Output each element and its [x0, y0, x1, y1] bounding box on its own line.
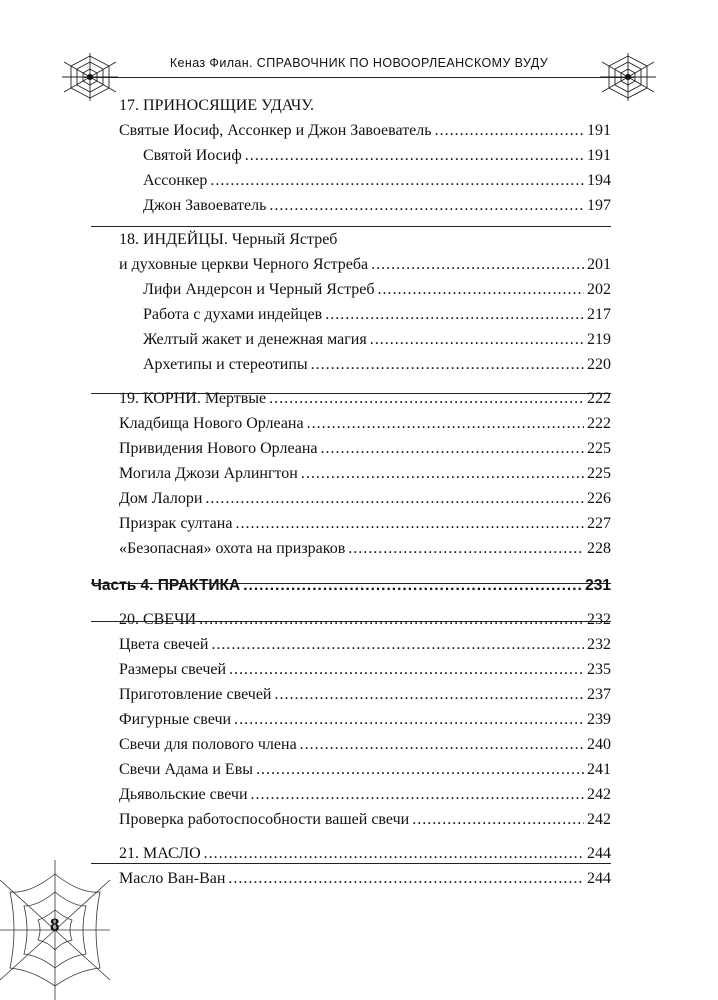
toc-entry: Дом Лалори ..... 226 [91, 486, 611, 511]
section-divider [91, 621, 611, 622]
toc-entry: Желтый жакет и денежная магия ..... 219 [91, 327, 611, 352]
toc-entry-section-20: 20. СВЕЧИ ..... 232 [91, 607, 611, 632]
toc-entry: Масло Ван-Ван ..... 244 [91, 866, 611, 891]
toc-entry: Свечи Адама и Евы ..... 241 [91, 757, 611, 782]
toc-entry: Ассонкер ..... 194 [91, 168, 611, 193]
section-divider [91, 863, 611, 864]
toc-part-4: Часть 4. ПРАКТИКА ..... 231 [91, 573, 611, 598]
toc-entry: «Безопасная» охота на призраков ..... 228 [91, 536, 611, 561]
toc-entry-section-21: 21. МАСЛО ..... 244 [91, 841, 611, 866]
toc-entry: Святой Иосиф ..... 191 [91, 143, 611, 168]
toc-entry: Размеры свечей ..... 235 [91, 657, 611, 682]
toc-entry: Проверка работоспособности вашей свечи ..... 242 [91, 807, 611, 832]
toc-entry: Могила Джози Арлингтон ..... 225 [91, 461, 611, 486]
section-17-heading: 17. ПРИНОСЯЩИЕ УДАЧУ. [119, 97, 314, 114]
section-divider [91, 583, 611, 584]
toc-entry: Архетипы и стереотипы ..... 220 [91, 352, 611, 377]
toc-entry: и духовные церкви Черного Ястреба ..... 201 [91, 252, 611, 277]
toc-entry: Кладбища Нового Орлеана ..... 222 [91, 411, 611, 436]
section-divider [91, 226, 611, 227]
section-18-heading: 18. ИНДЕЙЦЫ. Черный Ястреб [119, 231, 338, 248]
toc-entry: Святые Иосиф, Ассонкер и Джон Завоеватель ..... 191 [91, 118, 611, 143]
toc-entry: Призрак султана ..... 227 [91, 511, 611, 536]
toc-entry: Цвета свечей ..... 232 [91, 632, 611, 657]
table-of-contents [91, 93, 611, 891]
header-rule [84, 77, 634, 78]
toc-entry: Лифи Андерсон и Черный Ястреб ..... 202 [91, 277, 611, 302]
section-divider [91, 393, 611, 394]
toc-entry: Свечи для полового члена ..... 240 [91, 732, 611, 757]
toc-entry: Дьявольские свечи ..... 242 [91, 782, 611, 807]
toc-entry: Работа с духами индейцев ..... 217 [91, 302, 611, 327]
toc-entry: Привидения Нового Орлеана ..... 225 [91, 436, 611, 461]
running-title: Кеназ Филан. СПРАВОЧНИК ПО НОВООРЛЕАНСКОМУ ВУДУ [169, 56, 549, 70]
running-header [62, 50, 656, 80]
page-number: 8 [50, 915, 60, 936]
toc-entry: Джон Завоеватель ..... 197 [91, 193, 611, 218]
toc-entry-section-19: 19. КОРНИ. Мертвые ..... 222 [91, 386, 611, 411]
toc-entry: Приготовление свечей ..... 237 [91, 682, 611, 707]
toc-entry: Фигурные свечи ..... 239 [91, 707, 611, 732]
